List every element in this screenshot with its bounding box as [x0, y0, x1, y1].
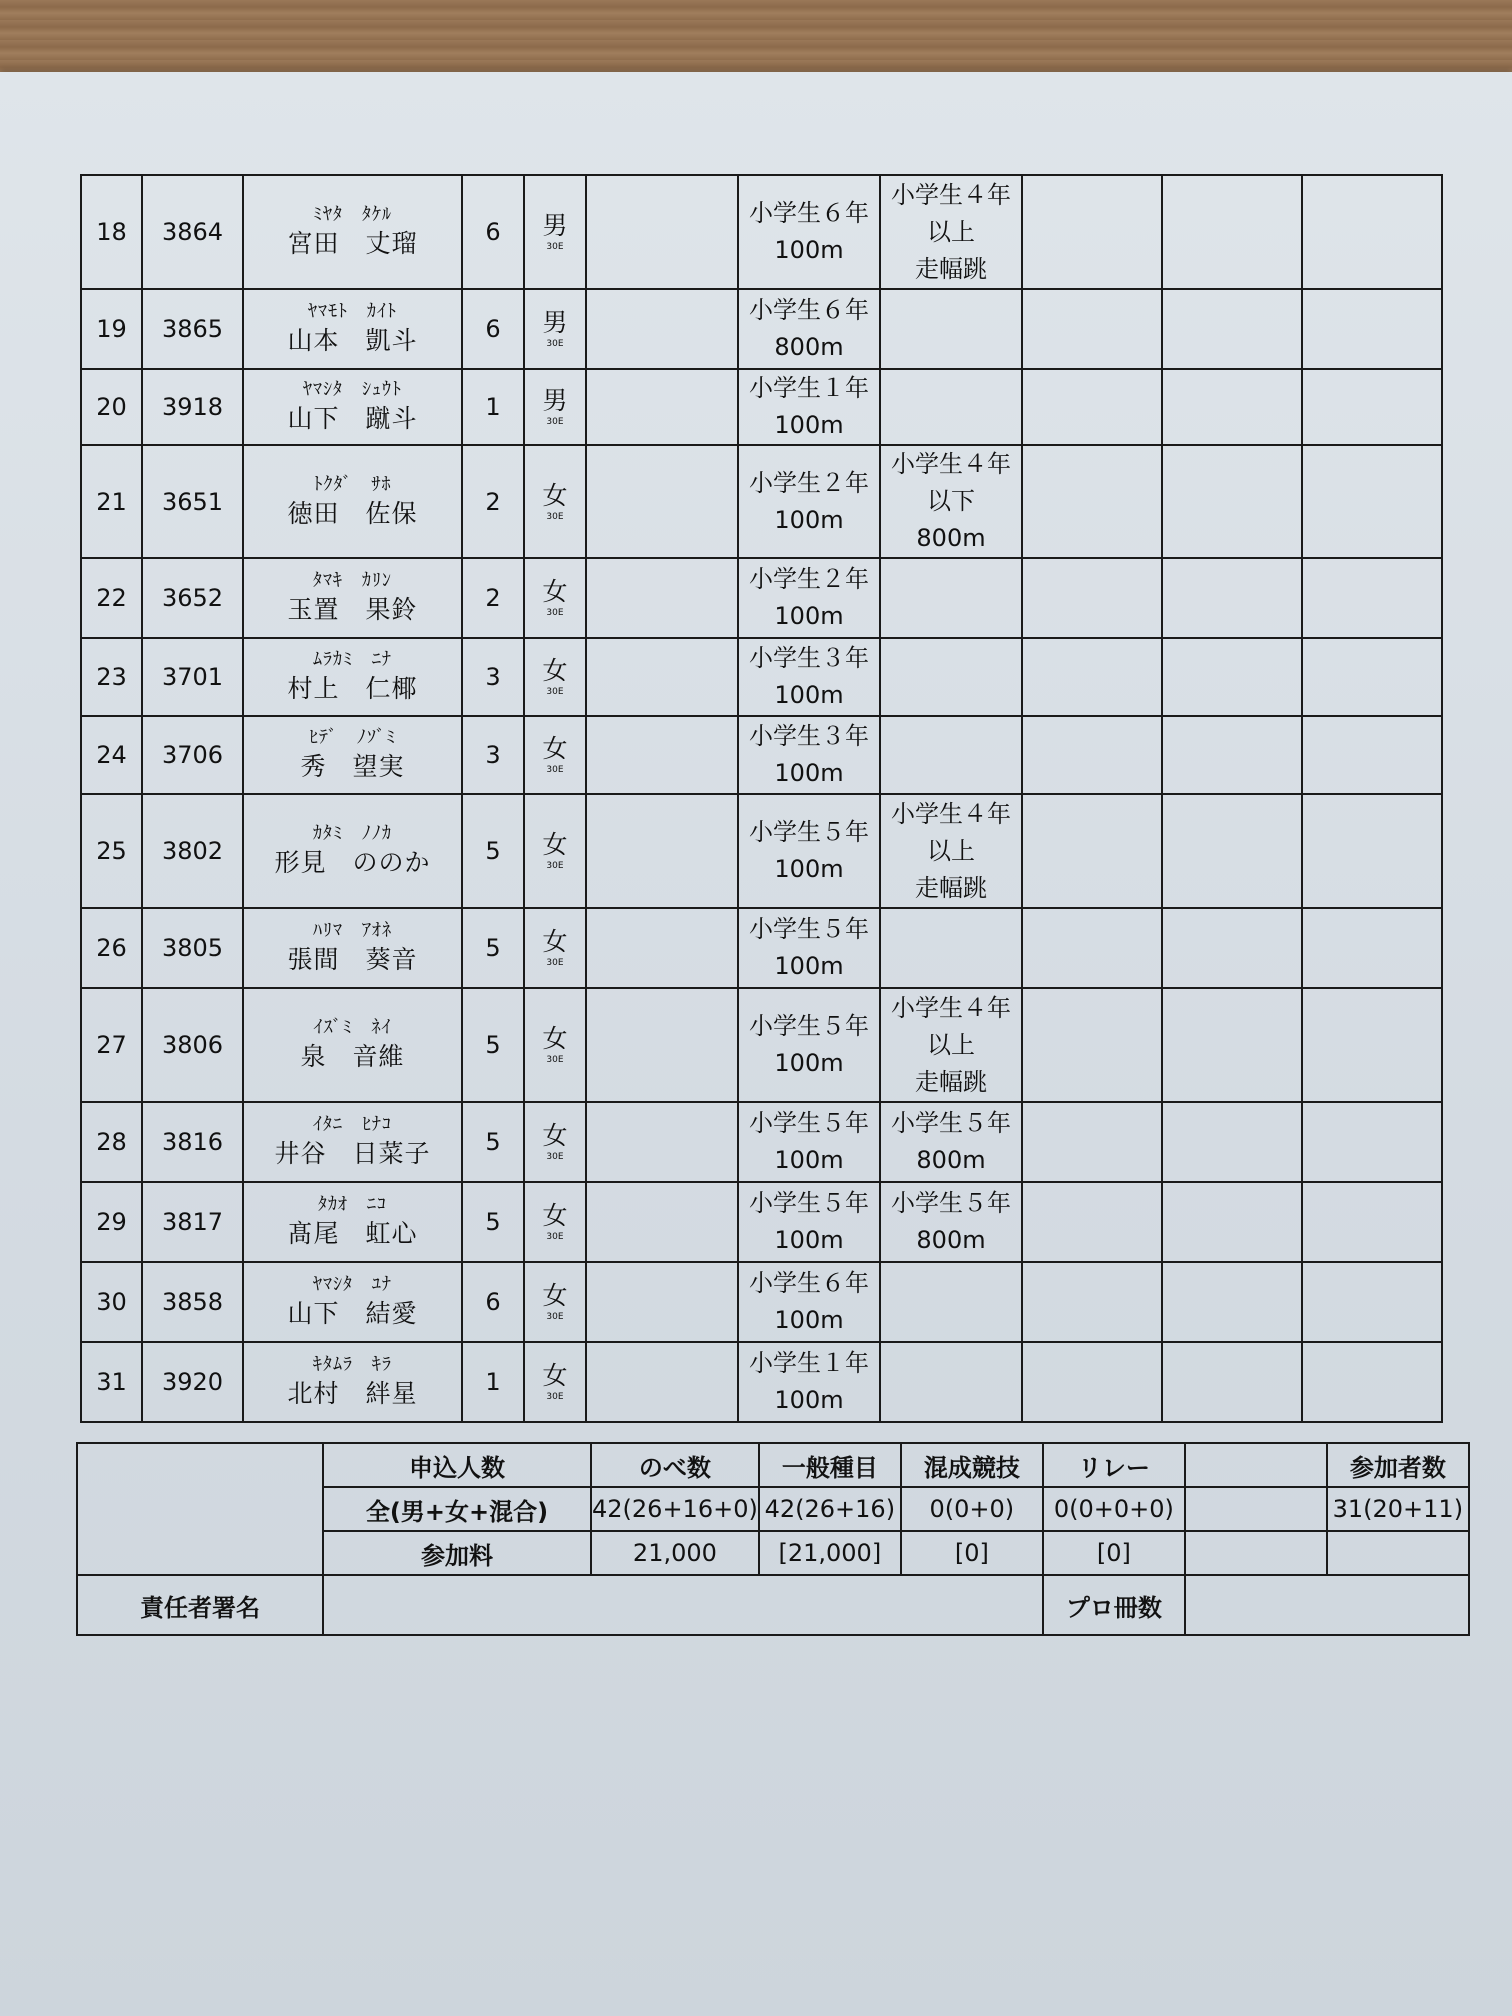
name-kanji: 村上 仁椰 — [287, 674, 418, 703]
blank-cell — [586, 1182, 738, 1262]
grade-cell: 6 — [462, 289, 524, 369]
blank-cell — [1302, 1342, 1442, 1422]
event-2-line: 以上 — [927, 836, 975, 865]
athlete-id-cell: 3865 — [142, 289, 243, 369]
athlete-id-cell: 3816 — [142, 1102, 243, 1182]
event-1-line: 100m — [774, 681, 844, 709]
event-2-cell — [880, 1262, 1022, 1342]
event-1-line: 100m — [774, 236, 844, 264]
sex-code: 30E — [546, 511, 564, 522]
table-row — [81, 369, 1442, 445]
signature-label: 責任者署名 — [77, 1575, 323, 1635]
blank-cell — [586, 716, 738, 794]
blank-cell — [1162, 369, 1302, 445]
event-2-line: 以下 — [927, 487, 975, 515]
name-kanji: 髙尾 虹心 — [287, 1219, 418, 1248]
sex-cell — [524, 445, 586, 558]
grade-cell: 5 — [462, 908, 524, 988]
event-1-line: 小学生６年 — [749, 296, 869, 324]
header-participants: 参加者数 — [1327, 1443, 1469, 1487]
blank-cell — [1302, 175, 1442, 289]
grade-cell: 5 — [462, 1102, 524, 1182]
row-number-cell: 22 — [81, 558, 142, 638]
blank-cell — [1302, 988, 1442, 1102]
name-cell — [243, 175, 462, 289]
sex-cell — [524, 558, 586, 638]
event-1-cell — [738, 988, 880, 1102]
fee-blank — [1185, 1531, 1327, 1575]
name-cell — [243, 988, 462, 1102]
blank-cell — [1022, 369, 1162, 445]
entry-rows — [81, 175, 1442, 1422]
sex-label: 女 — [542, 1024, 568, 1053]
blank-cell — [1022, 988, 1162, 1102]
event-1-cell — [738, 638, 880, 716]
row-number-cell: 26 — [81, 908, 142, 988]
name-cell — [243, 369, 462, 445]
event-1-line: 100m — [774, 1049, 844, 1077]
event-2-cell — [880, 638, 1022, 716]
all-total-entries: 42(26+16+0) — [591, 1487, 759, 1531]
event-1-line: 小学生５年 — [749, 1012, 869, 1040]
sex-code: 30E — [546, 339, 564, 349]
row-number-cell: 20 — [81, 369, 142, 445]
sex-cell — [524, 1262, 586, 1342]
name-kana: ﾔﾏﾓﾄ ｶｲﾄ — [308, 301, 397, 322]
fee-row-label: 参加料 — [323, 1531, 591, 1575]
blank-cell — [586, 289, 738, 369]
name-kanji: 宮田 丈瑠 — [287, 229, 418, 258]
event-1-cell — [738, 289, 880, 369]
table-row — [81, 445, 1442, 558]
name-kana: ﾊﾘﾏ ｱｵﾈ — [313, 920, 392, 941]
event-1-line: 100m — [774, 602, 844, 630]
name-kana: ｲﾀﾆ ﾋﾅｺ — [313, 1114, 392, 1135]
blank-cell — [1022, 794, 1162, 908]
event-1-line: 100m — [774, 952, 844, 980]
name-cell — [243, 716, 462, 794]
name-kana: ﾀﾏｷ ｶﾘﾝ — [313, 570, 392, 591]
blank-cell — [1302, 445, 1442, 558]
blank-cell — [1162, 638, 1302, 716]
event-1-line: 100m — [774, 1386, 844, 1414]
all-participants: 31(20+11) — [1327, 1487, 1469, 1531]
event-2-line: 走幅跳 — [915, 1067, 987, 1096]
blank-cell — [1022, 1102, 1162, 1182]
event-2-line: 以上 — [927, 217, 975, 246]
blank-cell — [1302, 1182, 1442, 1262]
event-1-cell — [738, 558, 880, 638]
event-2-cell — [880, 988, 1022, 1102]
event-2-line: 走幅跳 — [915, 254, 987, 283]
event-1-line: 小学生５年 — [749, 1189, 869, 1217]
grade-cell: 1 — [462, 1342, 524, 1422]
sex-code: 30E — [546, 958, 564, 968]
event-1-cell — [738, 445, 880, 558]
event-1-line: 100m — [774, 1146, 844, 1174]
table-row — [81, 558, 1442, 638]
summary-blank — [77, 1443, 323, 1575]
row-number-cell: 18 — [81, 175, 142, 289]
event-2-line: 以上 — [927, 1030, 975, 1059]
blank-cell — [1022, 638, 1162, 716]
grade-cell: 1 — [462, 369, 524, 445]
blank-cell — [1302, 908, 1442, 988]
sex-code: 30E — [546, 417, 564, 427]
blank-cell — [1162, 445, 1302, 558]
athlete-id-cell: 3706 — [142, 716, 243, 794]
blank-cell — [586, 638, 738, 716]
event-1-line: 100m — [774, 411, 844, 439]
name-kana: ﾑﾗｶﾐ ﾆﾅ — [313, 649, 392, 670]
event-2-cell — [880, 1342, 1022, 1422]
name-kanji: 玉置 果鈴 — [287, 595, 418, 624]
sex-code: 30E — [546, 861, 564, 871]
sex-code: 30E — [546, 1392, 564, 1402]
table-row — [81, 1262, 1442, 1342]
fee-general: [21,000] — [759, 1531, 901, 1575]
program-count-label: プロ冊数 — [1043, 1575, 1185, 1635]
sex-cell — [524, 908, 586, 988]
event-1-line: 小学生５年 — [749, 915, 869, 943]
sex-label: 女 — [542, 734, 568, 763]
event-1-cell — [738, 908, 880, 988]
table-row — [81, 289, 1442, 369]
event-2-cell — [880, 908, 1022, 988]
event-2-line: 小学生５年 — [891, 1189, 1011, 1217]
grade-cell: 6 — [462, 175, 524, 289]
grade-cell: 5 — [462, 988, 524, 1102]
event-1-cell — [738, 175, 880, 289]
event-1-line: 小学生６年 — [749, 199, 869, 227]
athlete-id-cell: 3802 — [142, 794, 243, 908]
table-row — [81, 794, 1442, 908]
event-1-cell — [738, 369, 880, 445]
name-kanji: 秀 望実 — [300, 752, 405, 781]
header-blank — [1185, 1443, 1327, 1487]
event-1-line: 小学生２年 — [749, 565, 869, 593]
row-number-cell: 19 — [81, 289, 142, 369]
blank-cell — [1162, 289, 1302, 369]
blank-cell — [1302, 716, 1442, 794]
header-combined: 混成競技 — [901, 1443, 1043, 1487]
sex-label: 女 — [542, 1121, 568, 1150]
blank-cell — [1302, 1102, 1442, 1182]
row-number-cell: 23 — [81, 638, 142, 716]
sex-cell — [524, 1342, 586, 1422]
sex-code: 30E — [546, 242, 564, 252]
blank-cell — [586, 558, 738, 638]
row-number-cell: 25 — [81, 794, 142, 908]
table-row — [81, 716, 1442, 794]
grade-cell: 3 — [462, 638, 524, 716]
athlete-id-cell: 3652 — [142, 558, 243, 638]
grade-cell: 6 — [462, 1262, 524, 1342]
all-combined: 0(0+0) — [901, 1487, 1043, 1531]
blank-cell — [1022, 908, 1162, 988]
event-2-cell — [880, 794, 1022, 908]
grade-cell: 3 — [462, 716, 524, 794]
sex-label: 男 — [542, 211, 568, 240]
blank-cell — [1022, 1342, 1162, 1422]
row-number-cell: 30 — [81, 1262, 142, 1342]
name-cell — [243, 558, 462, 638]
event-1-line: 100m — [774, 1306, 844, 1334]
event-2-line: 小学生４年 — [891, 450, 1011, 478]
row-number-cell: 31 — [81, 1342, 142, 1422]
sex-code: 30E — [546, 1232, 564, 1242]
name-kana: ｷﾀﾑﾗ ｷﾗ — [313, 1354, 392, 1375]
blank-cell — [586, 369, 738, 445]
row-number-cell: 21 — [81, 445, 142, 558]
name-kana: ﾋﾃﾞ ﾉｿﾞﾐ — [309, 727, 396, 748]
all-relay: 0(0+0+0) — [1043, 1487, 1185, 1531]
event-1-line: 100m — [774, 505, 844, 534]
event-2-cell — [880, 1182, 1022, 1262]
name-cell — [243, 1182, 462, 1262]
athlete-id-cell: 3805 — [142, 908, 243, 988]
event-1-line: 100m — [774, 759, 844, 787]
event-1-line: 小学生３年 — [749, 644, 869, 672]
name-kanji: 形見 ののか — [274, 848, 431, 877]
blank-cell — [1162, 1342, 1302, 1422]
all-blank — [1185, 1487, 1327, 1531]
row-number-cell: 27 — [81, 988, 142, 1102]
event-2-cell — [880, 445, 1022, 558]
sex-label: 女 — [542, 1281, 568, 1310]
header-general: 一般種目 — [759, 1443, 901, 1487]
sex-code: 30E — [546, 1312, 564, 1322]
table-row — [81, 988, 1442, 1102]
fee-relay: [0] — [1043, 1531, 1185, 1575]
athlete-id-cell: 3817 — [142, 1182, 243, 1262]
sex-label: 女 — [542, 577, 568, 606]
name-kanji: 山本 凱斗 — [287, 326, 418, 355]
event-2-line: 走幅跳 — [915, 873, 987, 902]
blank-cell — [1302, 289, 1442, 369]
blank-cell — [1022, 445, 1162, 558]
blank-cell — [586, 988, 738, 1102]
blank-cell — [586, 908, 738, 988]
name-kanji: 山下 蹴斗 — [287, 404, 418, 433]
sex-label: 女 — [542, 1201, 568, 1230]
blank-cell — [1022, 175, 1162, 289]
blank-cell — [1022, 1262, 1162, 1342]
blank-cell — [1302, 794, 1442, 908]
name-kanji: 張間 葵音 — [287, 945, 418, 974]
summary-table — [76, 1442, 1470, 1636]
event-2-cell — [880, 1102, 1022, 1182]
sex-label: 女 — [542, 656, 568, 685]
blank-cell — [1162, 794, 1302, 908]
event-1-cell — [738, 1102, 880, 1182]
athlete-id-cell: 3858 — [142, 1262, 243, 1342]
blank-cell — [586, 1262, 738, 1342]
blank-cell — [586, 1102, 738, 1182]
fee-combined: [0] — [901, 1531, 1043, 1575]
event-2-line: 小学生５年 — [891, 1109, 1011, 1137]
sex-code: 30E — [546, 1055, 564, 1065]
sex-code: 30E — [546, 1152, 564, 1162]
event-1-line: 小学生２年 — [749, 468, 869, 497]
event-1-cell — [738, 716, 880, 794]
sex-cell — [524, 988, 586, 1102]
athlete-id-cell: 3806 — [142, 988, 243, 1102]
program-count-field — [1185, 1575, 1469, 1635]
blank-cell — [1302, 558, 1442, 638]
header-applicants: 申込人数 — [323, 1443, 591, 1487]
sex-code: 30E — [546, 608, 564, 618]
blank-cell — [1162, 908, 1302, 988]
event-2-cell — [880, 289, 1022, 369]
sex-code: 30E — [546, 687, 564, 697]
grade-cell: 2 — [462, 445, 524, 558]
name-kana: ｲｽﾞﾐ ﾈｲ — [313, 1017, 392, 1038]
blank-cell — [1162, 1262, 1302, 1342]
event-1-line: 100m — [774, 855, 844, 883]
name-kanji: 山下 結愛 — [287, 1299, 418, 1328]
event-1-line: 小学生１年 — [749, 374, 869, 402]
row-number-cell: 29 — [81, 1182, 142, 1262]
event-1-line: 100m — [774, 1226, 844, 1254]
grade-cell: 5 — [462, 1182, 524, 1262]
blank-cell — [586, 794, 738, 908]
name-kanji: 北村 絆星 — [287, 1379, 418, 1408]
event-2-line: 800m — [916, 1226, 986, 1254]
event-2-line: 小学生４年 — [891, 799, 1011, 828]
sex-cell — [524, 638, 586, 716]
name-kana: ﾔﾏｼﾀ ﾕﾅ — [313, 1274, 392, 1295]
table-row — [81, 1102, 1442, 1182]
blank-cell — [1162, 175, 1302, 289]
event-1-line: 小学生３年 — [749, 722, 869, 750]
event-2-cell — [880, 175, 1022, 289]
blank-cell — [1162, 1182, 1302, 1262]
event-2-cell — [880, 369, 1022, 445]
sex-cell — [524, 175, 586, 289]
entry-table — [80, 174, 1443, 1423]
event-2-line: 800m — [916, 524, 986, 552]
name-cell — [243, 638, 462, 716]
name-cell — [243, 289, 462, 369]
blank-cell — [1302, 638, 1442, 716]
row-number-cell: 24 — [81, 716, 142, 794]
event-2-line: 800m — [916, 1146, 986, 1174]
table-row — [81, 638, 1442, 716]
blank-cell — [1162, 558, 1302, 638]
event-1-line: 小学生５年 — [749, 818, 869, 846]
event-2-cell — [880, 558, 1022, 638]
table-row — [81, 908, 1442, 988]
event-2-cell — [880, 716, 1022, 794]
blank-cell — [1022, 716, 1162, 794]
signature-field — [323, 1575, 1043, 1635]
athlete-id-cell: 3918 — [142, 369, 243, 445]
athlete-id-cell: 3651 — [142, 445, 243, 558]
header-total-entries: のべ数 — [591, 1443, 759, 1487]
sex-code: 30E — [546, 765, 564, 775]
fee-total: 21,000 — [591, 1531, 759, 1575]
name-kanji: 井谷 日菜子 — [274, 1139, 431, 1168]
name-cell — [243, 1262, 462, 1342]
blank-cell — [586, 175, 738, 289]
event-1-cell — [738, 1342, 880, 1422]
grade-cell: 5 — [462, 794, 524, 908]
event-1-cell — [738, 1262, 880, 1342]
athlete-id-cell: 3864 — [142, 175, 243, 289]
name-kana: ﾄｸﾀﾞ ｻﾎ — [313, 473, 392, 495]
name-kanji: 徳田 佐保 — [287, 498, 418, 528]
event-2-line: 小学生４年 — [891, 180, 1011, 209]
event-1-line: 小学生６年 — [749, 1269, 869, 1297]
blank-cell — [1162, 1102, 1302, 1182]
sex-cell — [524, 1182, 586, 1262]
blank-cell — [1302, 1262, 1442, 1342]
name-kana: ﾔﾏｼﾀ ｼｭｳﾄ — [303, 379, 402, 400]
all-row-label: 全(男+女+混合) — [323, 1487, 591, 1531]
header-relay: リレー — [1043, 1443, 1185, 1487]
blank-cell — [1022, 558, 1162, 638]
blank-cell — [586, 445, 738, 558]
sex-cell — [524, 369, 586, 445]
name-cell — [243, 1102, 462, 1182]
athlete-id-cell: 3701 — [142, 638, 243, 716]
event-1-line: 小学生１年 — [749, 1349, 869, 1377]
event-1-cell — [738, 794, 880, 908]
sex-cell — [524, 289, 586, 369]
blank-cell — [1022, 289, 1162, 369]
name-cell — [243, 445, 462, 558]
blank-cell — [586, 1342, 738, 1422]
table-row — [81, 1182, 1442, 1262]
sex-label: 男 — [542, 308, 568, 337]
grade-cell: 2 — [462, 558, 524, 638]
fee-blank-2 — [1327, 1531, 1469, 1575]
name-kana: ﾀｶｵ ﾆｺ — [318, 1194, 387, 1215]
table-row — [81, 1342, 1442, 1422]
sex-cell — [524, 1102, 586, 1182]
athlete-id-cell: 3920 — [142, 1342, 243, 1422]
event-1-cell — [738, 1182, 880, 1262]
event-2-line: 小学生４年 — [891, 993, 1011, 1022]
sex-label: 女 — [542, 480, 568, 510]
all-general: 42(26+16) — [759, 1487, 901, 1531]
name-cell — [243, 1342, 462, 1422]
table-row — [81, 175, 1442, 289]
sex-label: 男 — [542, 386, 568, 415]
row-number-cell: 28 — [81, 1102, 142, 1182]
name-kanji: 泉 音維 — [300, 1042, 405, 1071]
sex-cell — [524, 716, 586, 794]
name-kana: ｶﾀﾐ ﾉﾉｶ — [313, 823, 392, 844]
event-1-line: 800m — [774, 333, 844, 361]
sex-label: 女 — [542, 830, 568, 859]
blank-cell — [1162, 988, 1302, 1102]
name-cell — [243, 794, 462, 908]
sex-cell — [524, 794, 586, 908]
name-kana: ﾐﾔﾀ ﾀｹﾙ — [313, 204, 392, 225]
blank-cell — [1022, 1182, 1162, 1262]
sex-label: 女 — [542, 927, 568, 956]
blank-cell — [1302, 369, 1442, 445]
event-1-line: 小学生５年 — [749, 1109, 869, 1137]
name-cell — [243, 908, 462, 988]
sex-label: 女 — [542, 1361, 568, 1390]
blank-cell — [1162, 716, 1302, 794]
